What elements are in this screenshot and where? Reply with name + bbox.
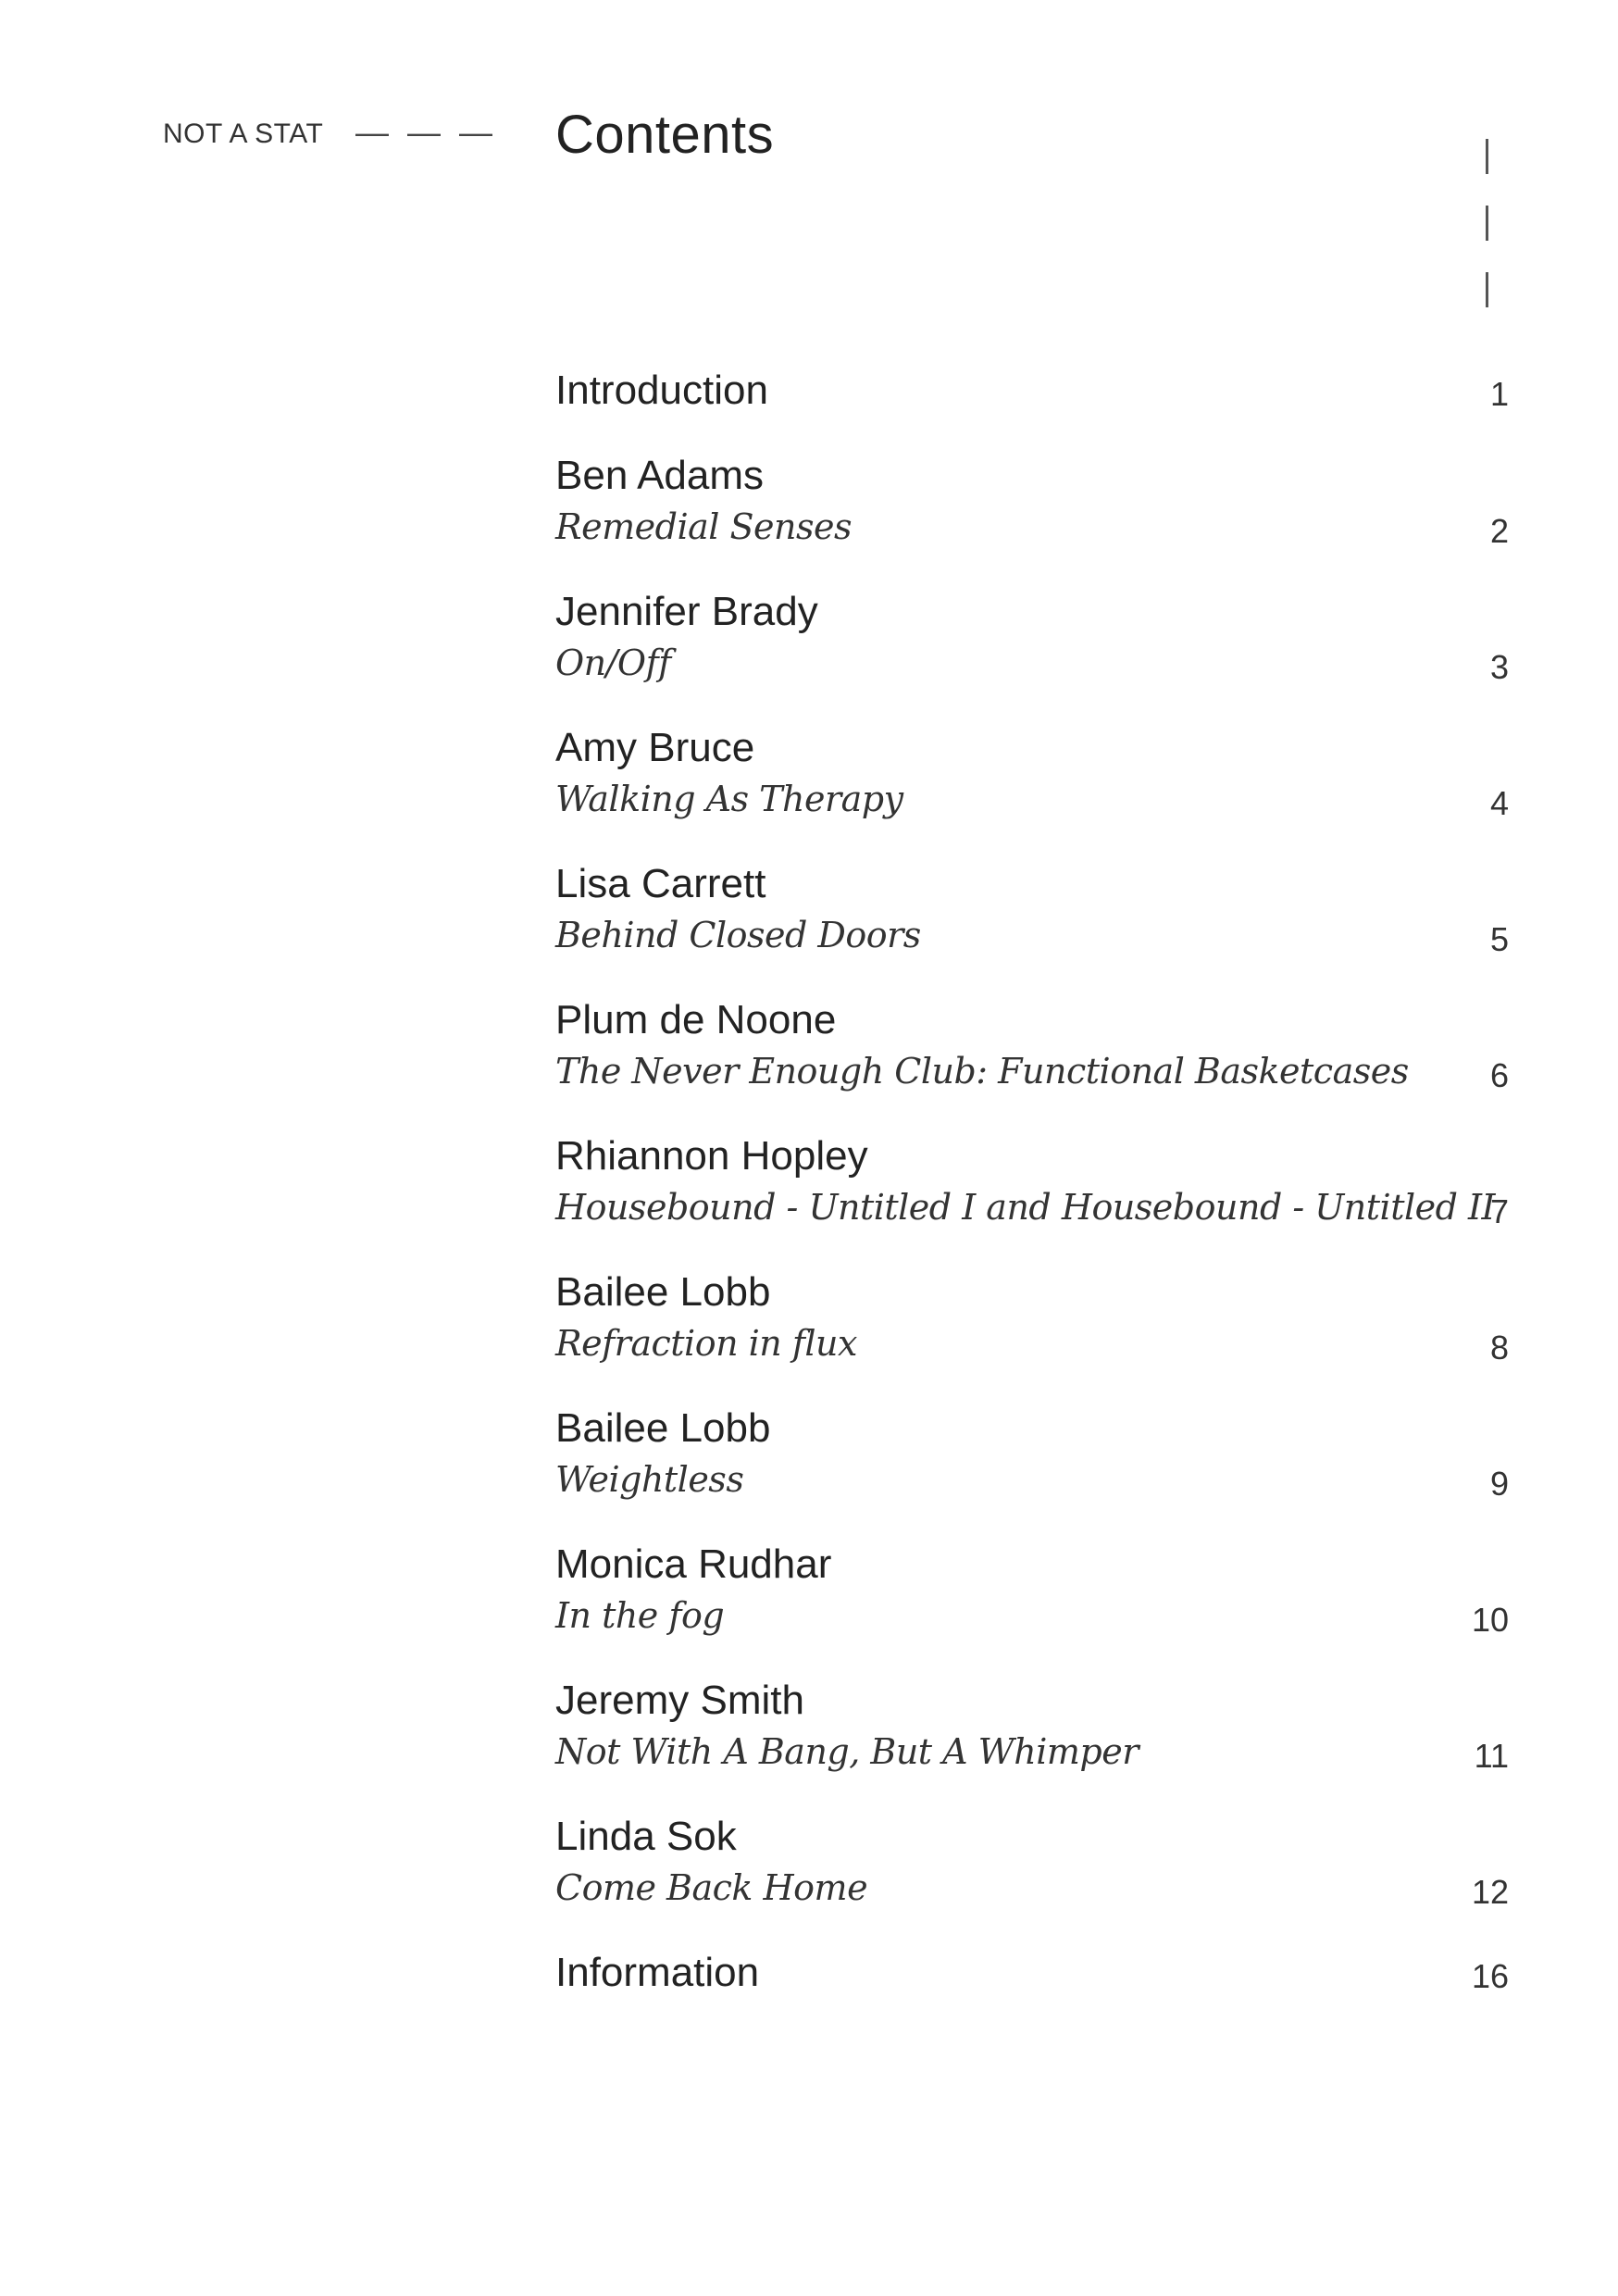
toc-work-title: Remedial Senses — [555, 506, 852, 547]
toc-work-title: The Never Enough Club: Functional Basketcases — [555, 1051, 1409, 1092]
toc-work-title: Housebound - Untitled I and Housebound - Untitled II — [555, 1187, 1496, 1228]
header-dashes: — — — — [355, 113, 493, 151]
toc-author: Jeremy Smith — [555, 1678, 804, 1723]
toc-author: Lisa Carrett — [555, 861, 766, 906]
toc-work-title: In the fog — [555, 1595, 725, 1636]
toc-page-number: 6 — [1489, 1056, 1509, 1094]
toc-page-number: 12 — [1471, 1873, 1509, 1911]
toc-page-number: 8 — [1489, 1329, 1509, 1366]
toc-author: Monica Rudhar — [555, 1541, 832, 1587]
toc-work-title: Refraction in flux — [555, 1323, 857, 1364]
toc-author: Ben Adams — [555, 453, 765, 498]
toc-entry[interactable] — [555, 453, 1509, 550]
toc-author: Bailee Lobb — [555, 1269, 771, 1315]
toc-page-number: 2 — [1489, 512, 1509, 550]
toc-entry[interactable] — [555, 997, 1509, 1094]
toc-work-title: Weightless — [555, 1459, 744, 1500]
margin-bar-2 — [1486, 206, 1488, 241]
toc-entry[interactable] — [555, 1541, 1509, 1639]
toc-author: Jennifer Brady — [555, 589, 818, 634]
toc-entry[interactable] — [555, 1269, 1509, 1366]
toc-entry[interactable] — [555, 1814, 1509, 1911]
toc-author: Bailee Lobb — [555, 1405, 771, 1451]
toc-work-title: On/Off — [555, 643, 671, 683]
toc-entry-introduction[interactable] — [555, 370, 1509, 411]
toc-entry[interactable] — [555, 1405, 1509, 1503]
toc-entry[interactable] — [555, 1133, 1509, 1230]
toc-work-title: Not With A Bang, But A Whimper — [555, 1731, 1139, 1772]
toc-work-title: Walking As Therapy — [555, 779, 903, 819]
toc-entry[interactable] — [555, 589, 1509, 686]
toc-page-number: 11 — [1474, 1737, 1509, 1775]
toc-entry[interactable] — [555, 861, 1509, 958]
toc-entry[interactable] — [555, 1678, 1509, 1775]
toc-page-number: 5 — [1489, 920, 1509, 958]
toc-work-title: Come Back Home — [555, 1867, 868, 1908]
toc-author: Linda Sok — [555, 1814, 737, 1859]
toc-page-number: 3 — [1489, 648, 1509, 686]
toc-entry-information[interactable] — [555, 1950, 1509, 1995]
toc-author: Information — [555, 1950, 760, 1995]
toc-page-number: 9 — [1489, 1465, 1509, 1503]
toc-page-number: 10 — [1471, 1601, 1509, 1639]
toc-work-title: Behind Closed Doors — [555, 915, 921, 955]
toc-author: Rhiannon Hopley — [555, 1133, 868, 1179]
toc-page-number: 7 — [1489, 1192, 1509, 1230]
publication-label: NOT A STAT — [163, 119, 324, 149]
margin-bar-1 — [1486, 139, 1488, 174]
toc-author: Plum de Noone — [555, 997, 837, 1042]
toc-author: Amy Bruce — [555, 725, 755, 770]
toc-page-number: 16 — [1471, 1957, 1509, 1995]
toc-page-number: 4 — [1489, 784, 1509, 822]
margin-bar-3 — [1486, 272, 1488, 307]
toc-entry[interactable] — [555, 725, 1509, 822]
page-title: Contents — [555, 105, 775, 165]
toc-page-number: 1 — [1489, 375, 1509, 413]
toc-author: Introduction — [555, 368, 768, 413]
